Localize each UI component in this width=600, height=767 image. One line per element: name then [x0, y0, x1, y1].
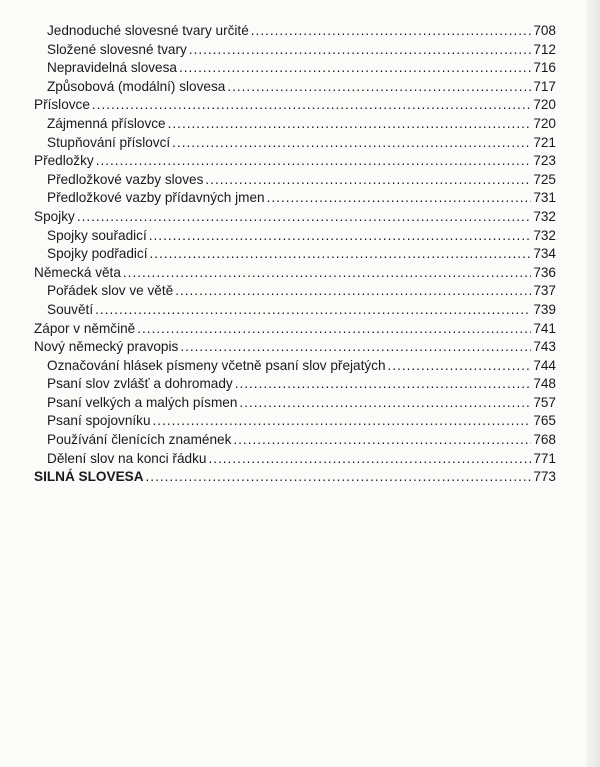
- dot-leader: [150, 245, 532, 264]
- toc-entry: [34, 41, 556, 60]
- dot-leader: [149, 227, 532, 246]
- toc-entry-title: Psaní velkých a malých písmen: [47, 394, 238, 410]
- toc-entry-page: 741: [533, 320, 556, 336]
- toc-entry-page: 731: [533, 190, 556, 206]
- toc-entry: [34, 301, 556, 320]
- toc-entry-title: Pořádek slov ve větě: [47, 283, 174, 299]
- dot-leader: [153, 412, 532, 431]
- toc-entry-page: 757: [533, 394, 556, 410]
- dot-leader: [77, 208, 532, 227]
- toc-entry-page: 748: [533, 376, 556, 392]
- dot-leader: [168, 115, 532, 134]
- toc-entry-title: Označování hlásek písmeny včetně psaní slov přejatých: [47, 357, 386, 373]
- toc-entry-title: Jednoduché slovesné tvary určité: [47, 23, 249, 38]
- toc-entry: [34, 282, 556, 301]
- dot-leader: [96, 152, 532, 171]
- toc-entry-title: Stupňování příslovcí: [47, 134, 171, 150]
- dot-leader: [92, 96, 531, 115]
- toc-entry: [34, 394, 556, 413]
- toc-entry-page: 732: [533, 208, 556, 224]
- toc-entry-title: SILNÁ SLOVESA: [34, 469, 144, 485]
- toc-entry: [34, 375, 556, 394]
- toc-entry: [34, 412, 556, 431]
- toc-entry: [34, 171, 556, 190]
- dot-leader: [137, 320, 531, 339]
- toc-entry-title: Psaní slov zvlášť a dohromady: [47, 376, 233, 392]
- toc-entry: [34, 22, 556, 41]
- toc-entry: [34, 134, 556, 153]
- toc-entry-title: Předložky: [34, 153, 94, 169]
- toc-entry: [34, 320, 556, 339]
- dot-leader: [172, 134, 531, 153]
- toc-entry-page: 721: [533, 134, 556, 150]
- toc-entry-title: Nový německý pravopis: [34, 339, 179, 355]
- toc-entry: [34, 431, 556, 450]
- toc-entry-title: Spojky podřadicí: [47, 246, 148, 262]
- toc-entry-title: Spojky: [34, 208, 75, 224]
- dot-leader: [388, 357, 532, 376]
- toc-entry-page: 716: [533, 60, 556, 76]
- toc-entry-page: 734: [533, 246, 556, 262]
- toc-entry-page: 739: [533, 301, 556, 317]
- toc-entry-title: Používání členících znamének: [47, 432, 232, 448]
- toc-entry-page: 723: [533, 153, 556, 169]
- toc-entry-title: Zájmenná příslovce: [47, 115, 166, 131]
- toc-entry-page: 771: [533, 450, 556, 466]
- toc-entry: [34, 115, 556, 134]
- toc-entry: [34, 468, 556, 487]
- toc-entry-title: Předložkové vazby přídavných jmen: [47, 190, 265, 206]
- toc-entry-page: 736: [533, 264, 556, 280]
- toc-entry-page: 768: [533, 432, 556, 448]
- dot-leader: [267, 189, 532, 208]
- toc-entry-title: Způsobová (modální) slovesa: [47, 78, 226, 94]
- toc-entry-title: Složené slovesné tvary: [47, 41, 187, 57]
- toc-entry-title: Souvětí: [47, 301, 94, 317]
- toc-entry-page: 743: [533, 339, 556, 355]
- toc-entry: [34, 357, 556, 376]
- toc-entry-title: Příslovce: [34, 97, 90, 113]
- dot-leader: [233, 431, 531, 450]
- toc-entry-page: 737: [533, 283, 556, 299]
- toc-entry-page: 720: [533, 97, 556, 113]
- toc-entry: [34, 338, 556, 357]
- toc-entry: [34, 59, 556, 78]
- dot-leader: [95, 301, 531, 320]
- toc-entry: [34, 227, 556, 246]
- dot-leader: [205, 171, 531, 190]
- toc-entry: [34, 208, 556, 227]
- toc-entry: [34, 264, 556, 283]
- dot-leader: [146, 468, 532, 487]
- dot-leader: [175, 282, 531, 301]
- toc-entry-title: Nepravidelná slovesa: [47, 60, 177, 76]
- table-of-contents: [34, 22, 556, 487]
- toc-entry: [34, 78, 556, 97]
- toc-entry: [34, 96, 556, 115]
- toc-entry-title: Předložkové vazby sloves: [47, 171, 204, 187]
- dot-leader: [239, 394, 531, 413]
- toc-entry-page: 717: [533, 78, 556, 94]
- toc-entry-page: 708: [533, 23, 556, 38]
- toc-entry-page: 725: [533, 171, 556, 187]
- dot-leader: [179, 59, 531, 78]
- toc-entry-page: 712: [533, 41, 556, 57]
- toc-entry-title: Spojky souřadicí: [47, 227, 147, 243]
- toc-entry-page: 720: [533, 115, 556, 131]
- toc-entry-page: 744: [533, 357, 556, 373]
- toc-entry-title: Dělení slov na konci řádku: [47, 450, 207, 466]
- dot-leader: [227, 78, 531, 97]
- toc-entry-title: Německá věta: [34, 264, 121, 280]
- toc-entry-page: 765: [533, 413, 556, 429]
- toc-entry: [34, 189, 556, 208]
- dot-leader: [180, 338, 531, 357]
- toc-entry-page: 732: [533, 227, 556, 243]
- dot-leader: [235, 375, 532, 394]
- dot-leader: [189, 41, 532, 60]
- dot-leader: [208, 450, 531, 469]
- page-edge-shadow: [586, 0, 600, 767]
- toc-entry: [34, 152, 556, 171]
- toc-entry-title: Psaní spojovníku: [47, 413, 151, 429]
- dot-leader: [251, 22, 532, 41]
- toc-entry-title: Zápor v němčině: [34, 320, 136, 336]
- toc-entry: [34, 450, 556, 469]
- toc-entry-page: 773: [533, 469, 556, 485]
- dot-leader: [123, 264, 531, 283]
- toc-entry: [34, 245, 556, 264]
